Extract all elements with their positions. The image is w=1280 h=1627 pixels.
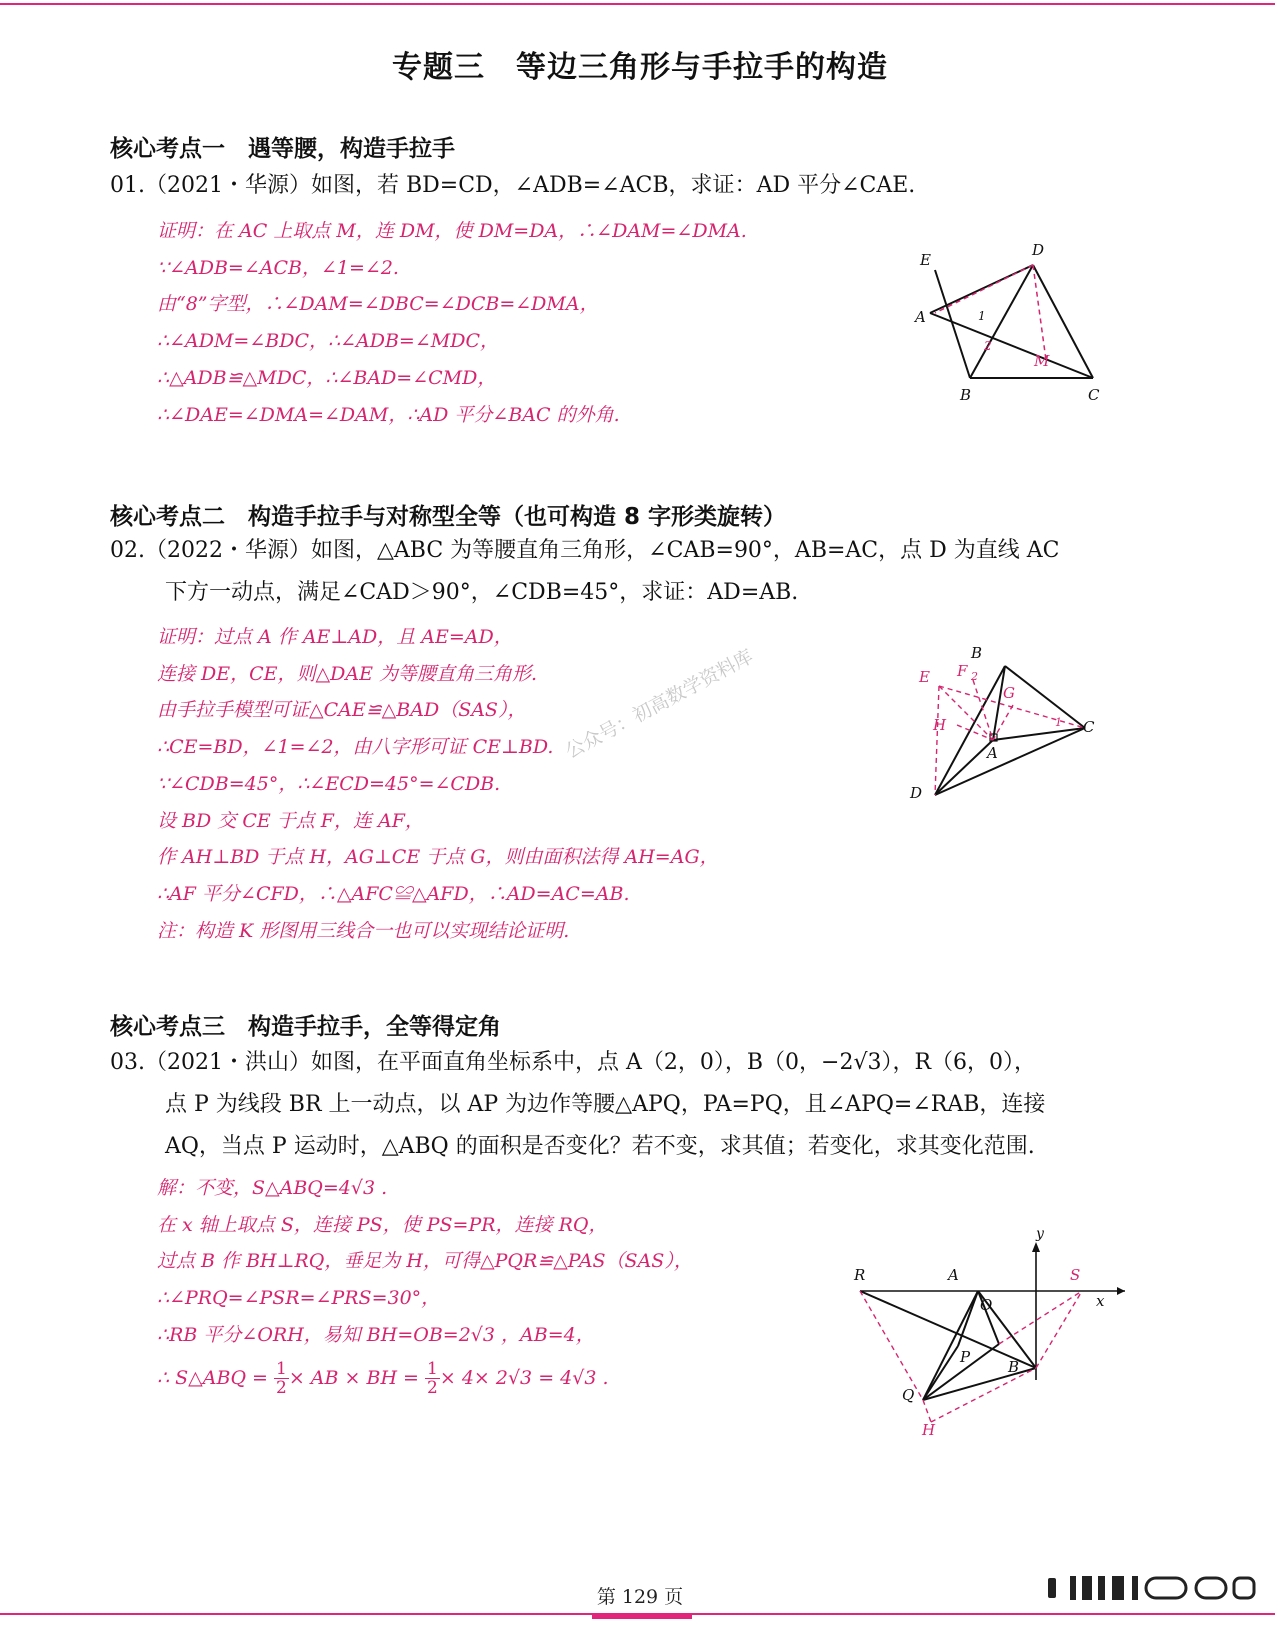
- section-1-heading: 核心考点一 遇等腰，构造手拉手: [110, 136, 455, 162]
- fig1-label: M: [1034, 352, 1050, 370]
- solution-line: 证明：在 AC 上取点 M，连 DM，使 DM=DA，∴∠DAM=∠DMA.: [157, 220, 747, 242]
- section-2-heading: 核心考点二 构造手拉手与对称型全等（也可构造 8 字形类旋转）: [110, 504, 787, 530]
- fig3-label: S: [1070, 1266, 1081, 1284]
- fig2-label: F: [957, 662, 968, 680]
- signature-stamp-icon: [1048, 1572, 1258, 1604]
- final-prefix: ∴ S△ABQ =: [157, 1366, 275, 1389]
- solution-line: ∴∠PRQ=∠PSR=∠PRS=30°，: [157, 1287, 441, 1310]
- solution-line: ∴△ADB≌△MDC，∴∠BAD=∠CMD，: [157, 366, 497, 389]
- fig1-label: 1: [978, 309, 986, 323]
- fig3-label: O: [980, 1296, 993, 1314]
- fig1-label: 2: [984, 339, 992, 353]
- solution-line: ∴∠DAE=∠DMA=∠DAM，∴AD 平分∠BAC 的外角.: [157, 403, 620, 426]
- fig3-label: y: [1036, 1226, 1044, 1242]
- question-2-line: 下方一动点，满足∠CAD＞90°，∠CDB=45°，求证：AD=AB.: [165, 580, 799, 605]
- fig1-label: C: [1088, 386, 1100, 404]
- page-number: 第 129 页: [596, 1586, 684, 1608]
- fig1-label: A: [915, 308, 926, 326]
- solution-line: ∴CE=BD，∠1=∠2，由八字形可证 CE⊥BD.: [157, 736, 554, 759]
- solution-line: ∵∠CDB=45°，∴∠ECD=45°=∠CDB.: [157, 772, 501, 795]
- fraction: [274, 1360, 289, 1397]
- solution-line: 设 BD 交 CE 于点 F，连 AF，: [157, 809, 424, 832]
- question-3-line: 03.（2021・洪山）如图，在平面直角坐标系中，点 A（2，0），B（0，−2√3），R（6，0），: [110, 1050, 1037, 1075]
- solution-line: ∴RB 平分∠ORH，易知 BH=OB=2√3 ，AB=4，: [157, 1323, 595, 1346]
- solution-final-line: [157, 1360, 693, 1398]
- solution-line: ∴AF 平分∠CFD，∴△AFC≌△AFD，∴AD=AC=AB.: [157, 882, 630, 905]
- question-3-line: 点 P 为线段 BR 上一动点，以 AP 为边作等腰△APQ，PA=PQ，且∠APQ=∠RAB，连接: [165, 1092, 1046, 1117]
- solution-line: 证明：过点 A 作 AE⊥AD，且 AE=AD，: [157, 626, 513, 648]
- solution-line: 注：构造 K 形图用三线合一也可以实现结论证明.: [157, 919, 570, 942]
- fig3-label: A: [948, 1266, 959, 1284]
- section-3-heading: 核心考点三 构造手拉手，全等得定角: [110, 1014, 501, 1040]
- question-1: [110, 165, 915, 207]
- final-mid: × AB × BH =: [288, 1366, 426, 1389]
- question-2-line: 02.（2022・华源）如图，△ABC 为等腰直角三角形，∠CAB=90°，AB=AC，点 D 为直线 AC: [110, 538, 1060, 563]
- page-title: 专题三 等边三角形与手拉手的构造: [392, 50, 888, 85]
- fig2-label: A: [987, 744, 998, 762]
- fig2-label: C: [1083, 718, 1095, 736]
- figure-1: [915, 240, 1110, 410]
- fig3-label: x: [1096, 1292, 1105, 1310]
- fig3-label: P: [960, 1348, 971, 1366]
- fig3-label: Q: [902, 1386, 915, 1404]
- fig3-label: R: [854, 1266, 866, 1284]
- solution-3: [157, 1170, 693, 1397]
- fig2-label: 1: [1055, 716, 1062, 729]
- fig2-label: D: [910, 784, 923, 802]
- question-1-line: 01.（2021・华源）如图，若 BD=CD，∠ADB=∠ACB，求证：AD 平分∠CAE.: [110, 173, 916, 198]
- solution-line: 解：不变，S△ABQ=4√3 .: [157, 1177, 388, 1199]
- top-border-line: [0, 3, 1275, 5]
- fraction-numerator: 1: [276, 1359, 287, 1380]
- watermark: 公众号：初高数学资料库: [561, 645, 757, 763]
- solution-2: [157, 619, 719, 949]
- fig3-label: H: [922, 1421, 936, 1439]
- fraction: [425, 1360, 440, 1397]
- fig3-label: B: [1008, 1358, 1020, 1376]
- solution-1: [157, 213, 747, 433]
- solution-line: 由手拉手模型可证△CAE≌△BAD（SAS），: [157, 699, 527, 722]
- final-suffix: × 4× 2√3 = 4√3 .: [439, 1366, 609, 1389]
- fig1-label: B: [960, 386, 972, 404]
- question-2: [110, 530, 1059, 614]
- page-bar: [592, 1613, 692, 1619]
- fig2-label: 2: [971, 670, 978, 683]
- fig1-label: E: [920, 251, 931, 269]
- figure-3: [854, 1226, 1140, 1440]
- solution-line: 在 x 轴上取点 S，连接 PS，使 PS=PR，连接 RQ，: [157, 1213, 608, 1236]
- question-3: [110, 1042, 1045, 1168]
- solution-line: 连接 DE，CE，则△DAE 为等腰直角三角形.: [157, 662, 538, 685]
- fraction-denominator: 2: [427, 1378, 438, 1399]
- fig1-label: D: [1032, 241, 1045, 259]
- solution-line: ∴∠ADM=∠BDC，∴∠ADB=∠MDC，: [157, 330, 499, 353]
- fig2-label: H: [933, 716, 947, 734]
- fraction-numerator: 1: [427, 1359, 438, 1380]
- solution-line: 由“8”字型，∴∠DAM=∠DBC=∠DCB=∠DMA，: [157, 293, 599, 316]
- solution-line: 过点 B 作 BH⊥RQ，垂足为 H，可得△PQR≌△PAS（SAS），: [157, 1250, 693, 1273]
- fig2-label: E: [919, 668, 930, 686]
- solution-line: ∵∠ADB=∠ACB，∠1=∠2.: [157, 256, 399, 279]
- question-3-line: AQ，当点 P 运动时，△ABQ 的面积是否变化？若不变，求其值；若变化，求其变化范围.: [165, 1134, 1035, 1159]
- figure-2: [910, 644, 1120, 830]
- solution-line: 作 AH⊥BD 于点 H，AG⊥CE 于点 G，则由面积法得 AH=AG，: [157, 846, 719, 869]
- fig2-label: B: [971, 644, 983, 662]
- fig2-label: G: [1003, 684, 1015, 702]
- fraction-denominator: 2: [276, 1378, 287, 1399]
